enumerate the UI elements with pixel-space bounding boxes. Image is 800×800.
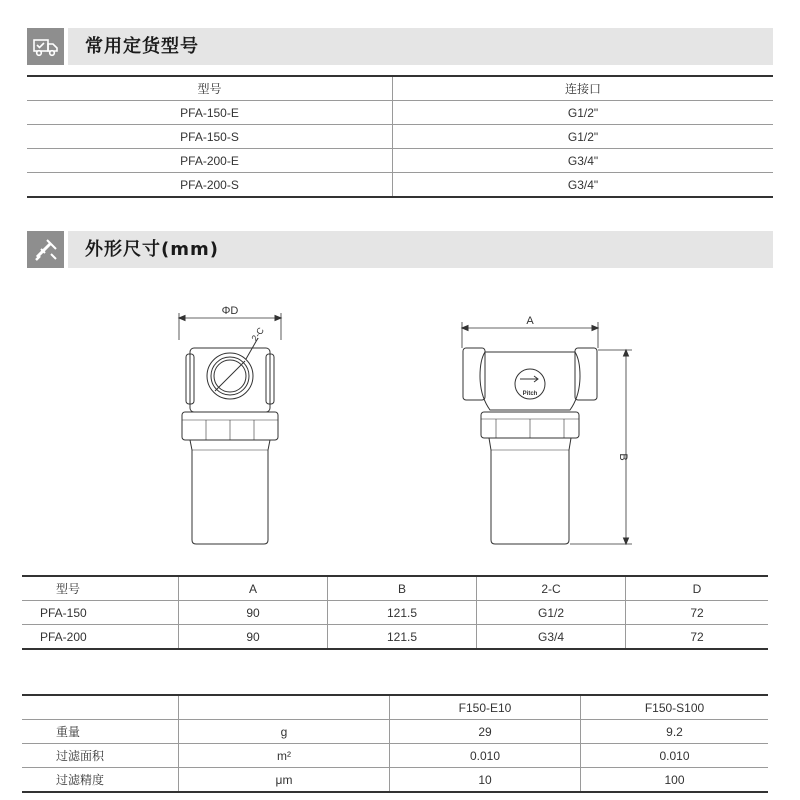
table-cell: 90 bbox=[179, 601, 328, 625]
table-header-row bbox=[22, 576, 768, 601]
label-a: A bbox=[526, 315, 534, 327]
table-row bbox=[22, 720, 768, 744]
label-b: B bbox=[617, 453, 629, 461]
table-cell: μm bbox=[179, 768, 390, 793]
table-cell: G1/2 bbox=[477, 601, 626, 625]
table-cell: 重量 bbox=[22, 720, 179, 744]
table-cell: 29 bbox=[390, 720, 581, 744]
table-cell: 72 bbox=[690, 629, 704, 644]
table-cell: PFA-200 bbox=[22, 625, 179, 650]
spec-table bbox=[22, 694, 768, 793]
table-header-row bbox=[22, 695, 768, 720]
table-cell: 0.010 bbox=[581, 744, 769, 768]
column-header: D bbox=[626, 576, 769, 601]
table-cell: G3/4" bbox=[393, 149, 774, 173]
table-header-row bbox=[27, 76, 773, 101]
column-header bbox=[22, 695, 179, 720]
table-cell: 10 bbox=[390, 768, 581, 793]
table-cell: 9.2 bbox=[581, 720, 769, 744]
caliper-icon bbox=[27, 231, 64, 268]
dimension-drawing bbox=[150, 300, 660, 560]
table-cell: 过滤面积 bbox=[22, 744, 179, 768]
table-cell: PFA-150 bbox=[22, 601, 179, 625]
column-header: 2-C bbox=[477, 576, 626, 601]
column-header: 型号 bbox=[22, 576, 179, 601]
table-row bbox=[22, 768, 768, 793]
table-row bbox=[27, 125, 773, 149]
divider bbox=[64, 231, 68, 268]
table-row bbox=[22, 744, 768, 768]
column-header: A bbox=[179, 576, 328, 601]
table-cell: PFA-150-E bbox=[27, 101, 393, 125]
section-title: 常用定货型号 bbox=[85, 36, 199, 57]
table-row bbox=[22, 625, 768, 650]
section-title: 外形尺寸(mm) bbox=[85, 239, 219, 260]
column-header: 型号 bbox=[27, 76, 393, 101]
column-header: F150-E10 bbox=[390, 695, 581, 720]
label-phi-d: ΦD bbox=[221, 305, 239, 317]
table-cell: G1/2" bbox=[393, 125, 774, 149]
table-cell: 90 bbox=[179, 625, 328, 650]
table-row bbox=[22, 601, 768, 625]
table-cell: PFA-200-S bbox=[27, 173, 393, 198]
section-header-dimensions bbox=[27, 231, 773, 268]
table-cell: G1/2" bbox=[393, 101, 774, 125]
table-cell: 121.5 bbox=[328, 601, 477, 625]
table-cell: g bbox=[179, 720, 390, 744]
table-cell: 121.5 bbox=[328, 625, 477, 650]
table-cell: 72 bbox=[626, 601, 769, 625]
models-table bbox=[27, 75, 773, 198]
table-cell: 过滤精度 bbox=[22, 768, 179, 793]
table-cell: 0.010 bbox=[390, 744, 581, 768]
delivery-truck-icon bbox=[27, 28, 64, 65]
table-row bbox=[27, 101, 773, 125]
column-header: B bbox=[328, 576, 477, 601]
flow-label: Pitch bbox=[522, 391, 538, 397]
label-2c: 2-C bbox=[249, 325, 266, 344]
table-row bbox=[27, 173, 773, 198]
column-header: F150-S100 bbox=[581, 695, 769, 720]
column-header bbox=[179, 695, 390, 720]
table-cell: 100 bbox=[664, 772, 685, 787]
dimensions-table bbox=[22, 575, 768, 650]
table-cell: m² bbox=[179, 744, 390, 768]
column-header: 连接口 bbox=[393, 76, 774, 101]
table-row bbox=[27, 149, 773, 173]
table-cell: G3/4 bbox=[477, 625, 626, 650]
table-cell: PFA-150-S bbox=[27, 125, 393, 149]
divider bbox=[64, 28, 68, 65]
table-cell: PFA-200-E bbox=[27, 149, 393, 173]
table-cell: G3/4" bbox=[567, 177, 599, 192]
section-header-models bbox=[27, 28, 773, 65]
